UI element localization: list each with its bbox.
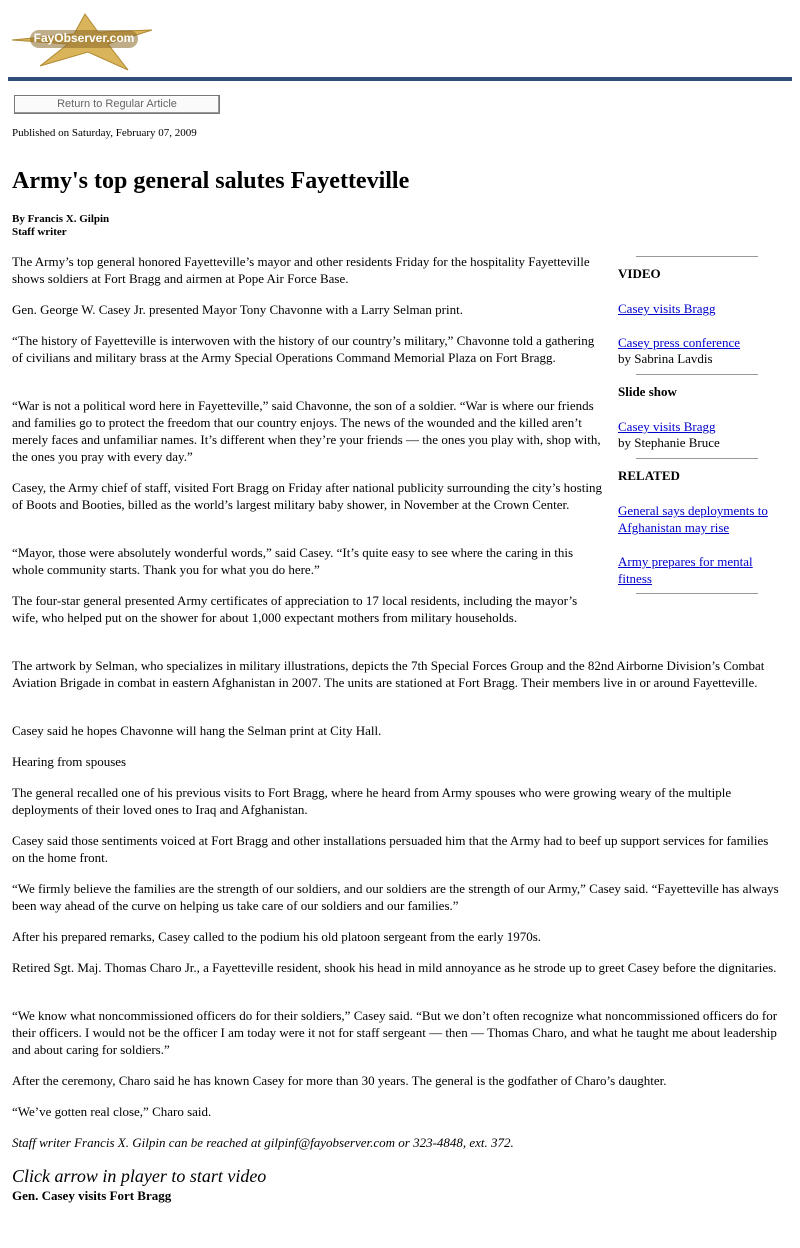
article-paragraph: Retired Sgt. Maj. Thomas Charo Jr., a Fayetteville resident, shook his head in mild annoyance as he strode up to greet Casey before the dignitaries. bbox=[12, 960, 777, 975]
byline-author: By Francis X. Gilpin bbox=[12, 213, 110, 225]
sidebar-divider bbox=[636, 593, 758, 594]
article-paragraph: “We’ve gotten real close,” Charo said. bbox=[12, 1104, 212, 1119]
article-paragraph: Casey, the Army chief of staff, visited Fort Bragg on Friday after national publicity surrounding the city’s hosting of Boots and Booties, billed as the world’s largest military baby shower, in November at the Crown Center. bbox=[12, 480, 602, 512]
byline bbox=[12, 213, 109, 239]
byline-role: Staff writer bbox=[12, 226, 67, 238]
article-paragraph: The Army’s top general honored Fayetteville’s mayor and other residents Friday for the hospitality Fayetteville shows soldiers at Fort Bragg and airmen at Pope Air Force Base. bbox=[12, 254, 590, 286]
publish-date: Published on Saturday, February 07, 2009 bbox=[12, 127, 197, 139]
sidebar-link-casey-visits-bragg-video[interactable]: Casey visits Bragg bbox=[618, 301, 716, 316]
article-paragraph: “We know what noncommissioned officers do for their soldiers,” Casey said. “But we don’t often recognize what noncommissioned officers do for their officers. I would not be the officer I am today were it not for staff sergeant — then — Thomas Charo, and what he taught me about leadership and about caring for soldiers.” bbox=[12, 1008, 778, 1057]
article-paragraph: After his prepared remarks, Casey called to the podium his old platoon sergeant from the early 1970s. bbox=[12, 929, 542, 944]
article-paragraph: After the ceremony, Charo said he has known Casey for more than 30 years. The general is the godfather of Charo’s daughter. bbox=[12, 1073, 667, 1088]
sidebar-related-heading: RELATED bbox=[618, 468, 680, 483]
section-subhead: Hearing from spouses bbox=[12, 754, 127, 769]
article-paragraph: The four-star general presented Army certificates of appreciation to 17 local residents, including the mayor’s wife, who helped put on the shower for about 1,000 expectant mothers from military households. bbox=[12, 593, 578, 625]
logo-text: FayObserver.com bbox=[33, 31, 135, 45]
article-paragraph: Gen. George W. Casey Jr. presented Mayor Tony Chavonne with a Larry Selman print. bbox=[12, 302, 463, 317]
article-paragraph: The general recalled one of his previous visits to Fort Bragg, where he heard from Army spouses who were growing weary of the multiple deployments of their loved ones to Iraq and Afghanistan. bbox=[12, 785, 732, 817]
sidebar-credit: by Stephanie Bruce bbox=[618, 435, 720, 450]
page-title: Army's top general salutes Fayetteville bbox=[12, 168, 410, 194]
return-to-article-button[interactable]: Return to Regular Article bbox=[14, 95, 220, 114]
sidebar-link-casey-press-conference[interactable]: Casey press conference bbox=[618, 335, 740, 350]
article-paragraph: Casey said those sentiments voiced at Fort Bragg and other installations persuaded him that the Army had to beef up support services for families on the home front. bbox=[12, 833, 769, 865]
sidebar-video-heading: VIDEO bbox=[618, 266, 661, 281]
header-divider bbox=[8, 77, 792, 81]
article-paragraph: “The history of Fayetteville is interwoven with the history of our country’s military,” Chavonne told a gathering of civilians and military brass at the Army Special Operations Command Memorial Plaza on Fort Bragg. bbox=[12, 333, 595, 365]
video-instruction: Click arrow in player to start video bbox=[12, 1166, 267, 1186]
sidebar-divider bbox=[636, 458, 758, 459]
article-paragraph: “War is not a political word here in Fayetteville,” said Chavonne, the son of a soldier. “War is where our friends and families go to protect the freedom that our country enjoys. The news of the wounded and the killed aren’t merely faces and unfamiliar names. It’s different when they’re your friends — the ones you play with, shop with, the ones you pray with every day.” bbox=[12, 398, 601, 464]
article-paragraph: Casey said he hopes Chavonne will hang the Selman print at City Hall. bbox=[12, 723, 382, 738]
sidebar-divider bbox=[636, 256, 758, 257]
article-paragraph: “Mayor, those were absolutely wonderful words,” said Casey. “It’s quite easy to see where the caring in this whole community starts. Thank you for what you do here.” bbox=[12, 545, 574, 577]
article-paragraph: “We firmly believe the families are the strength of our soldiers, and our soldiers are the strength of our Army,” Casey said. “Fayetteville has always been way ahead of the curve on helping us take care of our soldiers and our families.” bbox=[12, 881, 779, 913]
article-paragraph: The artwork by Selman, who specializes in military illustrations, depicts the 7th Special Forces Group and the 82nd Airborne Division’s Combat Aviation Brigade in combat in eastern Afghanistan in 2007. The units are stationed at Fort Bragg. Their members live in or around Fayetteville. bbox=[12, 658, 765, 690]
sidebar-link-deployments[interactable]: General says deployments to Afghanistan may rise bbox=[618, 503, 768, 535]
sidebar-slideshow-heading: Slide show bbox=[618, 384, 677, 399]
sidebar-link-casey-visits-bragg-slideshow[interactable]: Casey visits Bragg bbox=[618, 419, 716, 434]
sidebar-credit: by Sabrina Lavdis bbox=[618, 351, 713, 366]
sidebar-link-mental-fitness[interactable]: Army prepares for mental fitness bbox=[618, 554, 753, 586]
site-logo[interactable] bbox=[10, 12, 160, 72]
video-title: Gen. Casey visits Fort Bragg bbox=[12, 1188, 172, 1203]
contact-note: Staff writer Francis X. Gilpin can be reached at gilpinf@fayobserver.com or 323-4848, ext. 372. bbox=[12, 1135, 514, 1150]
sidebar-divider bbox=[636, 374, 758, 375]
